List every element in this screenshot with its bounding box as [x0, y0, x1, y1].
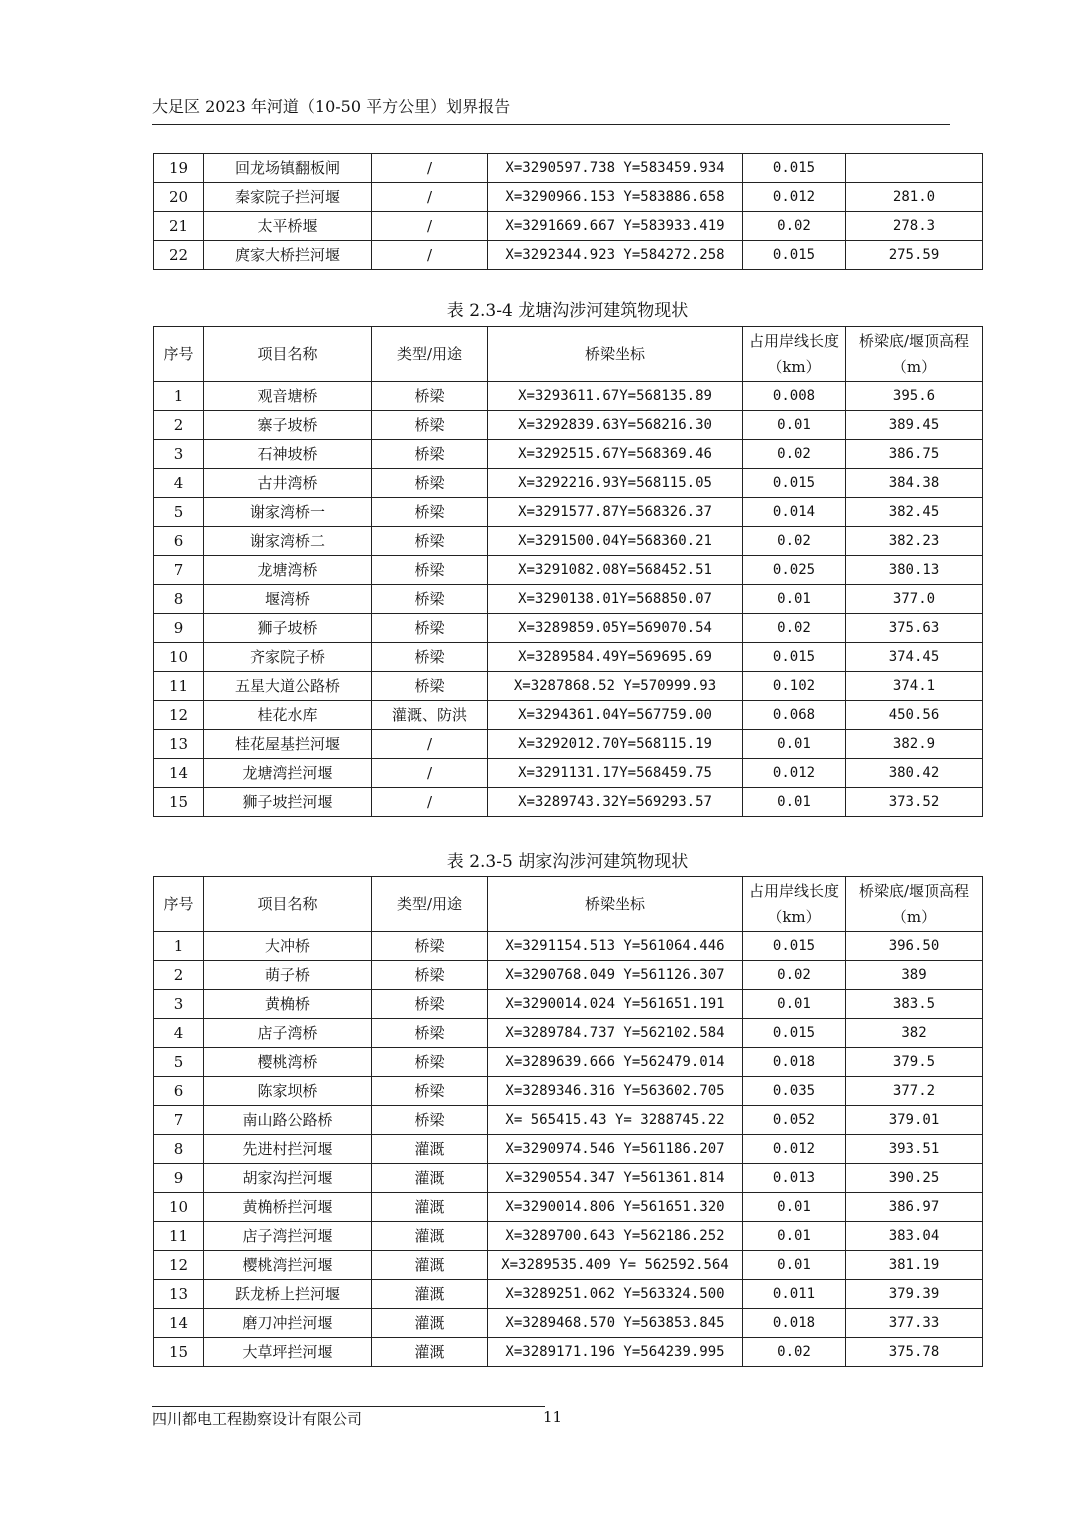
table-cell: 2	[154, 411, 204, 440]
table-cell: 278.3	[846, 212, 983, 241]
table-cell: 回龙场镇翻板闸	[204, 154, 372, 183]
table-cell: 373.52	[846, 788, 983, 817]
footer-divider	[152, 1406, 545, 1407]
table-cell: 桥梁	[372, 1106, 488, 1135]
table-cell: 375.63	[846, 614, 983, 643]
table-cell: X=3291669.667 Y=583933.419	[488, 212, 743, 241]
table-body	[154, 382, 983, 817]
table-cell: 0.01	[743, 730, 846, 759]
table-cell: 灌溉	[372, 1164, 488, 1193]
table-cell: 0.011	[743, 1280, 846, 1309]
table-cell: 377.0	[846, 585, 983, 614]
table-row	[154, 183, 983, 212]
table-hujia	[153, 876, 983, 1367]
table-cell: 0.01	[743, 1222, 846, 1251]
table-cell: 10	[154, 643, 204, 672]
table-cell: 8	[154, 585, 204, 614]
table-row	[154, 1309, 983, 1338]
table-cell: X=3289639.666 Y=562479.014	[488, 1048, 743, 1077]
table-cell: 桥梁	[372, 527, 488, 556]
table-row	[154, 614, 983, 643]
table-cell: 桥梁	[372, 440, 488, 469]
table-cell: 382.45	[846, 498, 983, 527]
column-header: 项目名称	[204, 877, 372, 932]
table-cell: 观音塘桥	[204, 382, 372, 411]
table-cell: 382.9	[846, 730, 983, 759]
table-row	[154, 932, 983, 961]
table-cell: X=3290554.347 Y=561361.814	[488, 1164, 743, 1193]
table-row	[154, 1193, 983, 1222]
table-cell: 桥梁	[372, 469, 488, 498]
table-cell: 樱桃湾拦河堰	[204, 1251, 372, 1280]
table-cell: X=3294361.04Y=567759.00	[488, 701, 743, 730]
table-cell: /	[372, 154, 488, 183]
table-cell: 谢家湾桥一	[204, 498, 372, 527]
table-cell: 395.6	[846, 382, 983, 411]
table-cell: 374.45	[846, 643, 983, 672]
table-cell: 14	[154, 1309, 204, 1338]
table-cell: X=3289743.32Y=569293.57	[488, 788, 743, 817]
table-cell: 灌溉	[372, 1280, 488, 1309]
table-row	[154, 1106, 983, 1135]
table-cell: 375.78	[846, 1338, 983, 1367]
table-cell: 7	[154, 1106, 204, 1135]
table-cell: X=3290966.153 Y=583886.658	[488, 183, 743, 212]
table-row	[154, 241, 983, 270]
table-cell: 14	[154, 759, 204, 788]
table-row	[154, 961, 983, 990]
table-cell: 0.02	[743, 440, 846, 469]
table-cell: 383.04	[846, 1222, 983, 1251]
table-row	[154, 382, 983, 411]
table-cell: 桂花屋基拦河堰	[204, 730, 372, 759]
table-cell: 桥梁	[372, 382, 488, 411]
table-cell: 450.56	[846, 701, 983, 730]
table-cell: X=3287868.52 Y=570999.93	[488, 672, 743, 701]
table-cell: 380.13	[846, 556, 983, 585]
table-cell: X=3290014.024 Y=561651.191	[488, 990, 743, 1019]
table-cell: 0.012	[743, 183, 846, 212]
page-header: 大足区 2023 年河道（10-50 平方公里）划界报告	[152, 97, 511, 116]
table-cell: 桥梁	[372, 585, 488, 614]
table-cell: 9	[154, 614, 204, 643]
table-cell: 樱桃湾桥	[204, 1048, 372, 1077]
table-cell: X=3291500.04Y=568360.21	[488, 527, 743, 556]
table-cell: 桥梁	[372, 1019, 488, 1048]
table-row	[154, 411, 983, 440]
table-cell: 382	[846, 1019, 983, 1048]
table-cell: /	[372, 788, 488, 817]
table-cell: 4	[154, 1019, 204, 1048]
table-cell: 黄桷桥拦河堰	[204, 1193, 372, 1222]
table-cell: 桥梁	[372, 643, 488, 672]
table-cell: X=3289251.062 Y=563324.500	[488, 1280, 743, 1309]
table-cell: 桥梁	[372, 961, 488, 990]
table-cell: 0.01	[743, 1251, 846, 1280]
table-cell: 389	[846, 961, 983, 990]
table-cell: 庹家大桥拦河堰	[204, 241, 372, 270]
table-cell: 0.008	[743, 382, 846, 411]
table-cell: 店子湾拦河堰	[204, 1222, 372, 1251]
table-cell: 寨子坡桥	[204, 411, 372, 440]
table-cell: 桥梁	[372, 990, 488, 1019]
table-row	[154, 440, 983, 469]
table-row	[154, 759, 983, 788]
table-cell: X= 565415.43 Y= 3288745.22	[488, 1106, 743, 1135]
table-cell: 桥梁	[372, 614, 488, 643]
table-cell: 0.018	[743, 1048, 846, 1077]
table-row	[154, 556, 983, 585]
column-header: 序号	[154, 877, 204, 932]
table-caption-hujia: 表 2.3-5 胡家沟涉河建筑物现状	[446, 852, 689, 872]
table-cell: 21	[154, 212, 204, 241]
table-cell: 齐家院子桥	[204, 643, 372, 672]
table-cell: 374.1	[846, 672, 983, 701]
table-cell: 20	[154, 183, 204, 212]
table-cell: 7	[154, 556, 204, 585]
table-cell: 桥梁	[372, 932, 488, 961]
table-cell: X=3289784.737 Y=562102.584	[488, 1019, 743, 1048]
table-cell: 4	[154, 469, 204, 498]
table-cell: 陈家坝桥	[204, 1077, 372, 1106]
table-header	[154, 327, 983, 382]
table-row	[154, 212, 983, 241]
table-cell: 13	[154, 730, 204, 759]
table-row	[154, 1048, 983, 1077]
table-cell: 0.02	[743, 1338, 846, 1367]
table-cell: 0.02	[743, 614, 846, 643]
table-cell: 桥梁	[372, 498, 488, 527]
table-cell: 桥梁	[372, 672, 488, 701]
table-cell: 379.5	[846, 1048, 983, 1077]
table-cell: 386.97	[846, 1193, 983, 1222]
table-row	[154, 788, 983, 817]
table-cell: 0.102	[743, 672, 846, 701]
table-body	[154, 154, 983, 270]
table-cell: 跃龙桥上拦河堰	[204, 1280, 372, 1309]
table-row	[154, 990, 983, 1019]
table-cell: 0.015	[743, 154, 846, 183]
table-caption-longtang: 表 2.3-4 龙塘沟涉河建筑物现状	[446, 301, 689, 321]
table-cell: 灌溉	[372, 1338, 488, 1367]
table-row	[154, 1251, 983, 1280]
table-cell: 五星大道公路桥	[204, 672, 372, 701]
table-cell: 灌溉	[372, 1222, 488, 1251]
header-divider	[152, 124, 950, 125]
column-header: 占用岸线长度（km）	[743, 877, 846, 932]
table-cell: /	[372, 212, 488, 241]
column-header: 桥梁坐标	[488, 327, 743, 382]
table-cell: X=3292515.67Y=568369.46	[488, 440, 743, 469]
table-body	[154, 932, 983, 1367]
table-cell: 10	[154, 1193, 204, 1222]
table-row	[154, 1077, 983, 1106]
table-cell: 太平桥堰	[204, 212, 372, 241]
table-cell: 店子湾桥	[204, 1019, 372, 1048]
column-header: 桥梁底/堰顶高程（m）	[846, 877, 983, 932]
table-row	[154, 154, 983, 183]
table-row	[154, 643, 983, 672]
table-cell: 12	[154, 701, 204, 730]
table-longtang	[153, 326, 983, 817]
table-cell: 5	[154, 498, 204, 527]
table-cell: 5	[154, 1048, 204, 1077]
table-cell: 22	[154, 241, 204, 270]
table-cell: 0.014	[743, 498, 846, 527]
table-cell: 384.38	[846, 469, 983, 498]
table-cell	[846, 154, 983, 183]
table-cell: 龙塘湾桥	[204, 556, 372, 585]
table-cell: 0.02	[743, 961, 846, 990]
table-row	[154, 585, 983, 614]
footer-company: 四川都电工程勘察设计有限公司	[152, 1410, 363, 1428]
table-cell: /	[372, 759, 488, 788]
table-header-row	[154, 327, 983, 382]
table-cell: 3	[154, 440, 204, 469]
table-cell: 15	[154, 788, 204, 817]
table-header	[154, 877, 983, 932]
table-cell: 0.015	[743, 932, 846, 961]
table-cell: 石神坡桥	[204, 440, 372, 469]
table-cell: 萌子桥	[204, 961, 372, 990]
table-cell: X=3290597.738 Y=583459.934	[488, 154, 743, 183]
table-cell: 0.013	[743, 1164, 846, 1193]
table-row	[154, 1338, 983, 1367]
table-cell: 0.035	[743, 1077, 846, 1106]
table-cell: 6	[154, 527, 204, 556]
table-cell: /	[372, 183, 488, 212]
table-cell: X=3292012.70Y=568115.19	[488, 730, 743, 759]
table-row	[154, 1222, 983, 1251]
table-cell: 11	[154, 1222, 204, 1251]
table-cell: 胡家沟拦河堰	[204, 1164, 372, 1193]
table-cell: 1	[154, 382, 204, 411]
table-cell: X=3291154.513 Y=561064.446	[488, 932, 743, 961]
table-cell: X=3293611.67Y=568135.89	[488, 382, 743, 411]
table-row	[154, 469, 983, 498]
table-row	[154, 701, 983, 730]
table-cell: 380.42	[846, 759, 983, 788]
table-cell: 秦家院子拦河堰	[204, 183, 372, 212]
table-cell: X=3290974.546 Y=561186.207	[488, 1135, 743, 1164]
table-cell: 386.75	[846, 440, 983, 469]
table-cell: 0.01	[743, 990, 846, 1019]
table-cell: X=3290014.806 Y=561651.320	[488, 1193, 743, 1222]
table-cell: X=3289700.643 Y=562186.252	[488, 1222, 743, 1251]
table-cell: X=3291082.08Y=568452.51	[488, 556, 743, 585]
table-cell: 0.015	[743, 1019, 846, 1048]
table-cell: 0.01	[743, 411, 846, 440]
table-cell: 0.012	[743, 759, 846, 788]
table-row	[154, 527, 983, 556]
table-cell: X=3290768.049 Y=561126.307	[488, 961, 743, 990]
table-cell: 383.5	[846, 990, 983, 1019]
table-cell: 龙塘湾拦河堰	[204, 759, 372, 788]
table-continued	[153, 153, 983, 270]
table-cell: 393.51	[846, 1135, 983, 1164]
table-cell: X=3289171.196 Y=564239.995	[488, 1338, 743, 1367]
table-cell: 0.025	[743, 556, 846, 585]
table-cell: X=3292344.923 Y=584272.258	[488, 241, 743, 270]
table-cell: 19	[154, 154, 204, 183]
table-cell: X=3292216.93Y=568115.05	[488, 469, 743, 498]
column-header: 桥梁坐标	[488, 877, 743, 932]
table-cell: 桥梁	[372, 411, 488, 440]
table-cell: 377.2	[846, 1077, 983, 1106]
table-row	[154, 1135, 983, 1164]
table-cell: 379.01	[846, 1106, 983, 1135]
table-cell: X=3292839.63Y=568216.30	[488, 411, 743, 440]
table-cell: 275.59	[846, 241, 983, 270]
table-cell: 大冲桥	[204, 932, 372, 961]
table-row	[154, 1280, 983, 1309]
table-cell: 381.19	[846, 1251, 983, 1280]
table-cell: X=3289468.570 Y=563853.845	[488, 1309, 743, 1338]
table-cell: 堰湾桥	[204, 585, 372, 614]
table-row	[154, 1019, 983, 1048]
table-cell: 磨刀冲拦河堰	[204, 1309, 372, 1338]
table-cell: 桥梁	[372, 1048, 488, 1077]
table-cell: X=3289859.05Y=569070.54	[488, 614, 743, 643]
table-cell: 灌溉	[372, 1193, 488, 1222]
table-cell: 1	[154, 932, 204, 961]
column-header: 占用岸线长度（km）	[743, 327, 846, 382]
column-header: 类型/用途	[372, 877, 488, 932]
table-cell: 396.50	[846, 932, 983, 961]
column-header: 桥梁底/堰顶高程（m）	[846, 327, 983, 382]
table-cell: 377.33	[846, 1309, 983, 1338]
table-cell: 0.018	[743, 1309, 846, 1338]
table-cell: 0.015	[743, 643, 846, 672]
table-cell: X=3291577.87Y=568326.37	[488, 498, 743, 527]
table-cell: 灌溉	[372, 1251, 488, 1280]
table-cell: 382.23	[846, 527, 983, 556]
table-cell: 0.015	[743, 469, 846, 498]
column-header: 序号	[154, 327, 204, 382]
table-cell: 281.0	[846, 183, 983, 212]
column-header: 类型/用途	[372, 327, 488, 382]
table-cell: 11	[154, 672, 204, 701]
table-cell: 先进村拦河堰	[204, 1135, 372, 1164]
column-header: 项目名称	[204, 327, 372, 382]
table-cell: 0.02	[743, 527, 846, 556]
table-cell: 南山路公路桥	[204, 1106, 372, 1135]
table-cell: 0.02	[743, 212, 846, 241]
table-cell: 桥梁	[372, 556, 488, 585]
table-row	[154, 1164, 983, 1193]
table-cell: X=3291131.17Y=568459.75	[488, 759, 743, 788]
table-cell: 0.012	[743, 1135, 846, 1164]
table-cell: 灌溉、防洪	[372, 701, 488, 730]
table-cell: /	[372, 730, 488, 759]
table-cell: 0.01	[743, 788, 846, 817]
table-cell: 12	[154, 1251, 204, 1280]
table-cell: 13	[154, 1280, 204, 1309]
table-cell: 390.25	[846, 1164, 983, 1193]
table-header-row	[154, 877, 983, 932]
table-row	[154, 498, 983, 527]
page-number: 11	[543, 1408, 563, 1426]
table-cell: 狮子坡桥	[204, 614, 372, 643]
table-cell: X=3289535.409 Y= 562592.564	[488, 1251, 743, 1280]
table-cell: 0.015	[743, 241, 846, 270]
table-cell: X=3289584.49Y=569695.69	[488, 643, 743, 672]
table-cell: 灌溉	[372, 1309, 488, 1338]
table-cell: 9	[154, 1164, 204, 1193]
table-cell: 灌溉	[372, 1135, 488, 1164]
table-cell: /	[372, 241, 488, 270]
table-row	[154, 730, 983, 759]
table-cell: 3	[154, 990, 204, 1019]
table-cell: 谢家湾桥二	[204, 527, 372, 556]
table-cell: 0.068	[743, 701, 846, 730]
table-cell: 狮子坡拦河堰	[204, 788, 372, 817]
table-cell: 黄桷桥	[204, 990, 372, 1019]
table-cell: 大草坪拦河堰	[204, 1338, 372, 1367]
table-cell: 379.39	[846, 1280, 983, 1309]
table-cell: 桥梁	[372, 1077, 488, 1106]
table-row	[154, 672, 983, 701]
table-cell: 0.01	[743, 585, 846, 614]
table-cell: X=3290138.01Y=568850.07	[488, 585, 743, 614]
table-cell: 0.052	[743, 1106, 846, 1135]
table-cell: 2	[154, 961, 204, 990]
table-cell: X=3289346.316 Y=563602.705	[488, 1077, 743, 1106]
table-cell: 15	[154, 1338, 204, 1367]
table-cell: 古井湾桥	[204, 469, 372, 498]
table-cell: 桂花水库	[204, 701, 372, 730]
table-cell: 6	[154, 1077, 204, 1106]
table-cell: 8	[154, 1135, 204, 1164]
table-cell: 0.01	[743, 1193, 846, 1222]
table-cell: 389.45	[846, 411, 983, 440]
